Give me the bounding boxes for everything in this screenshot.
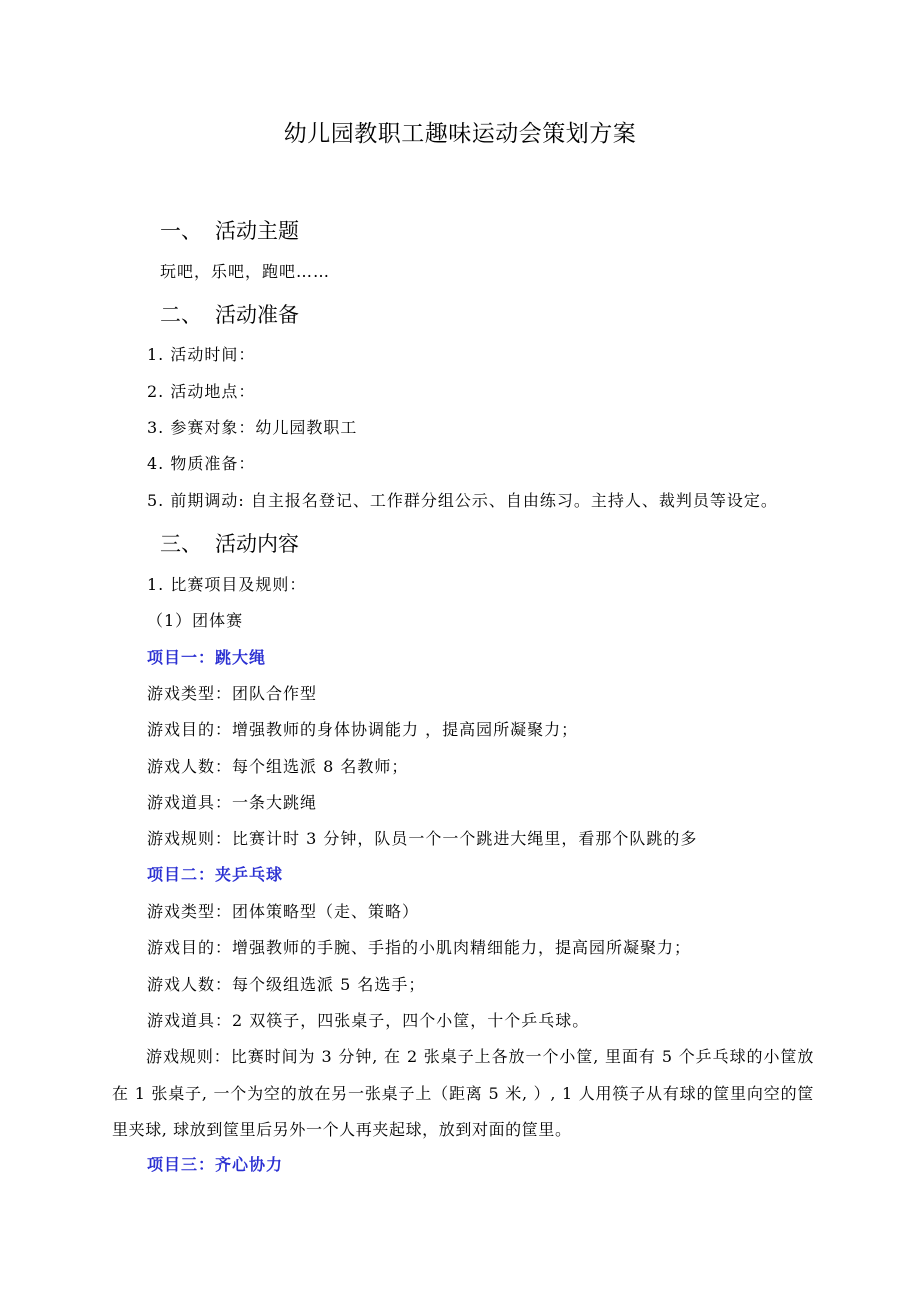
project-line: 游戏目的：增强教师的手腕、手指的小肌肉精细能力，提高园所凝聚力； — [147, 938, 692, 957]
document-title: 幼儿园教职工趣味运动会策划方案 — [283, 121, 637, 147]
project-line: 游戏目的：增强教师的身体协调能力 ，提高园所凝聚力； — [147, 720, 579, 739]
section-number: 三、 — [160, 532, 202, 556]
prep-item: 3. 参赛对象：幼儿园教职工 — [147, 418, 358, 437]
section-number: 一、 — [160, 219, 202, 243]
prep-item: 1. 活动时间： — [147, 345, 256, 364]
section-title: 活动内容 — [215, 532, 299, 556]
project-line: 游戏类型：团体策略型（走、策略） — [147, 902, 420, 921]
project-rule-paragraph: 游戏规则：比赛时间为 3 分钟, 在 2 张桌子上各放一个小筐, 里面有 5 个乒乓球的小筐放在 1 张桌子, 一个为空的放在另一张桌子上（距离 5 米, ）, 1 人用筷子从有球的筐里向空的筐里夹球, 球放到筐里后另外一个人再夹起球，放到对面的筐里。 — [112, 1047, 814, 1139]
project-line: 游戏类型：团队合作型 — [147, 684, 318, 703]
project-line: 游戏道具：一条大跳绳 — [147, 793, 318, 812]
section-number: 二、 — [160, 303, 202, 327]
theme-text: 玩吧，乐吧，跑吧…… — [160, 262, 331, 281]
section-heading-1 — [160, 216, 299, 246]
project-title-1: 项目一：跳大绳 — [147, 648, 267, 667]
prep-item: 4. 物质准备： — [147, 454, 256, 473]
section-heading-2 — [160, 300, 299, 330]
prep-item: 5. 前期调动: 自主报名登记、工作群分组公示、自由练习。主持人、裁判员等设定。 — [147, 491, 778, 510]
project-line: 游戏道具：2 双筷子，四张桌子，四个小筐，十个乒乓球。 — [147, 1011, 590, 1030]
project-line: 游戏规则：比赛计时 3 分钟，队员一个一个跳进大绳里，看那个队跳的多 — [147, 829, 698, 848]
section-title: 活动主题 — [215, 219, 299, 243]
content-intro: 1. 比赛项目及规则： — [147, 575, 307, 594]
group-label: （1）团体赛 — [147, 611, 244, 630]
project-line: 游戏人数：每个组选派 8 名教师； — [147, 757, 409, 776]
project-title-3: 项目三：齐心协力 — [147, 1155, 284, 1174]
prep-item: 2. 活动地点： — [147, 382, 256, 401]
section-title: 活动准备 — [215, 303, 299, 327]
section-heading-3 — [160, 529, 299, 559]
project-line: 游戏人数：每个级组选派 5 名选手； — [147, 975, 426, 994]
project-title-2: 项目二：夹乒乓球 — [147, 865, 284, 884]
